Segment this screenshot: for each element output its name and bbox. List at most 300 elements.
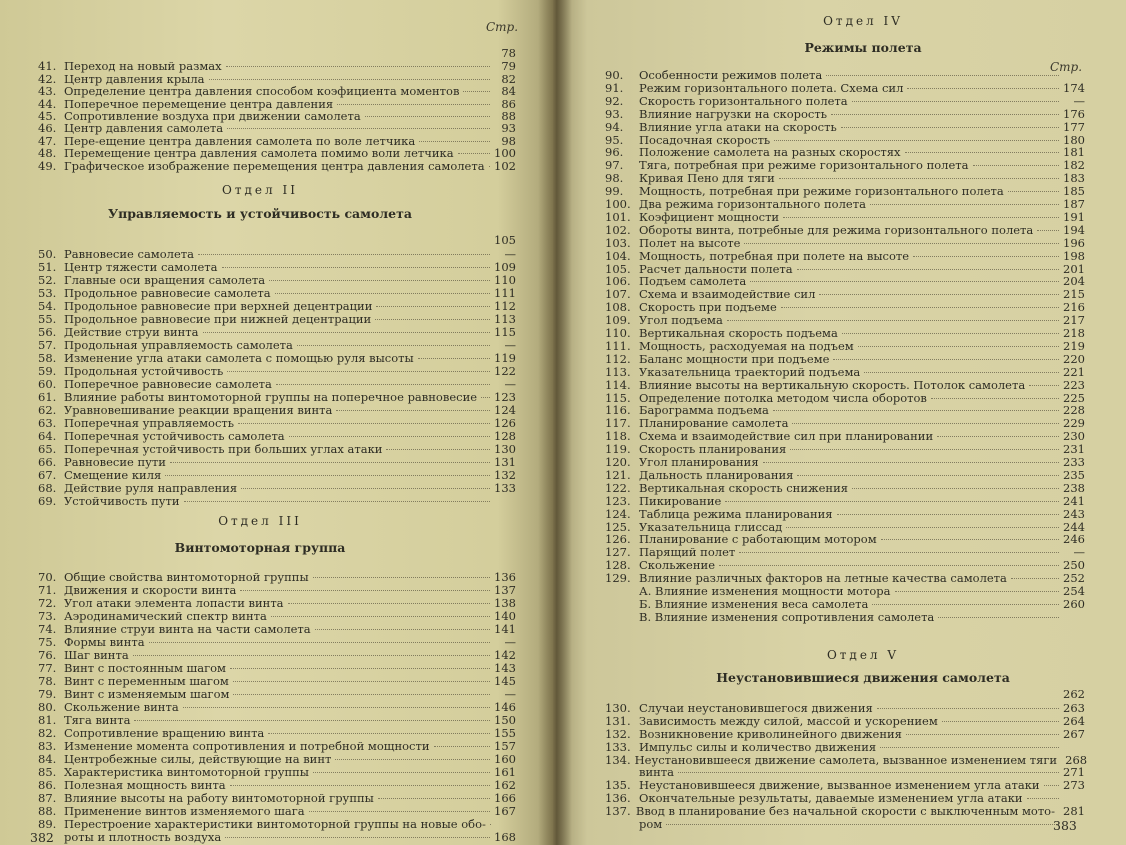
toc-entry-title: роты и плотность воздуха [64, 830, 222, 844]
section-label: Отдел III [218, 514, 302, 528]
toc-entry-number: 113. [605, 364, 631, 379]
toc-entry-title: винта [639, 765, 675, 780]
toc-entry-page: 110 [494, 273, 516, 287]
toc-entry-title: Таблица режима планирования [639, 506, 833, 521]
toc-entry-page: — [504, 687, 516, 701]
toc-entry-page: 263 [1063, 700, 1085, 715]
toc-entry-page: 109 [494, 260, 516, 274]
toc-entry [38, 490, 516, 508]
toc-entry-page: 155 [494, 726, 516, 740]
toc-entry-number: 77. [38, 661, 57, 675]
toc-entry-title: Баланс мощности при подъеме [639, 351, 830, 366]
leader-dots [184, 487, 490, 502]
toc-entry-title: Барограмма подъема [639, 403, 769, 418]
toc-entry-page: — [504, 635, 516, 649]
toc-entry-number: 82. [38, 726, 57, 740]
toc-entry-page: 221 [1063, 364, 1085, 379]
toc-entry-number: 110. [605, 326, 631, 340]
toc-entry-number: 41. [38, 59, 57, 74]
toc-entry-title: Окончательные результаты, даваемые изменением угла атаки [639, 791, 1023, 806]
toc-entry-title: Угол атаки элемента лопасти винта [64, 596, 284, 610]
toc-entry-number: 73. [38, 609, 57, 623]
toc-entry-number: 60. [38, 377, 57, 391]
toc-entry [605, 813, 1085, 831]
toc-entry-title: Схема и взаимодействие сил [639, 287, 816, 302]
toc-entry-page: 230 [1063, 429, 1085, 444]
toc-entry-page: 268 [1065, 752, 1088, 767]
toc-entry-title: Характеристика винтомоторной группы [64, 765, 309, 779]
toc-entry-number: 84. [38, 752, 57, 766]
toc-entry-number: 129. [605, 571, 631, 586]
leader-dots [309, 797, 490, 812]
toc-entry-number: 126. [605, 532, 631, 547]
toc-entry-title: Перестроение характеристики винтомоторной группы на новые обо- [64, 817, 486, 831]
toc-entry-title: Ввод в планирование без начальной скорости с выключенным мото- [635, 804, 1055, 819]
toc-entry-page: 78 [501, 46, 516, 60]
toc-entry-title: Случаи неустановившегося движения [639, 700, 873, 715]
toc-entry-page: 198 [1063, 248, 1085, 263]
toc-entry-number: 74. [38, 622, 57, 636]
toc-entry-number: 85. [38, 765, 57, 779]
toc-entry-title: Поперечное равновесие самолета [64, 377, 272, 391]
toc-entry-number: 44. [38, 96, 57, 111]
toc-entry-title: Особенности режимов полета [639, 68, 823, 82]
toc-entry-number: 51. [38, 260, 57, 274]
toc-entry-page: 167 [494, 804, 516, 818]
toc-entry-number: 134. [605, 752, 631, 767]
toc-entry-page: 100 [494, 146, 516, 161]
toc-entry-page: — [504, 377, 516, 391]
toc-entry-title: Посадочная скорость [639, 132, 771, 147]
leader-dots [666, 810, 1059, 825]
toc-entry-title: Продольное равновесие самолета [64, 286, 271, 300]
toc-entry-page: 218 [1063, 326, 1085, 340]
toc-entry-title: Указательница глиссад [639, 519, 783, 534]
leader-dots [880, 733, 1059, 748]
toc-entry-number: 61. [38, 390, 57, 404]
toc-entry-number: 94. [605, 119, 624, 134]
toc-entry-page: 181 [1063, 145, 1085, 160]
toc-entry-page: 254 [1063, 584, 1085, 598]
toc-entry [38, 373, 516, 391]
toc-entry-number: 95. [605, 132, 624, 147]
toc-entry-page: 196 [1063, 235, 1085, 250]
toc-entry-number: 125. [605, 519, 631, 534]
toc-entry-title: Подъем самолета [639, 274, 747, 289]
toc-entry [605, 774, 1085, 793]
toc-entry-number: 108. [605, 300, 631, 315]
leader-dots [643, 681, 1059, 695]
toc-entry-title: Влияние нагрузки на скорость [639, 106, 827, 121]
toc-entry-page: 191 [1063, 209, 1085, 224]
toc-entry-page: 168 [494, 830, 516, 844]
toc-entry-title: Зависимость между силой, массой и ускорением [639, 713, 938, 728]
toc-entry-number: 75. [38, 635, 57, 649]
toc-entry-number: 107. [605, 287, 631, 302]
toc-entry-number: 66. [38, 455, 57, 469]
section-label: Отдел V [826, 648, 900, 662]
toc-entry-number: 91. [605, 80, 624, 95]
toc-entry-number: 93. [605, 106, 624, 121]
toc-entry-number: 90. [605, 68, 624, 82]
toc-entry-number: 102. [605, 222, 631, 237]
toc-entry-number: 71. [38, 583, 57, 597]
toc-entry-title: А. Влияние изменения мощности мотора [639, 584, 891, 598]
leader-dots [209, 65, 490, 80]
toc-entry-number: 72. [38, 596, 57, 610]
toc-entry-title: Продольная управляемость самолета [64, 338, 293, 352]
toc-entry-number: 135. [605, 778, 631, 793]
toc-entry-title: Угол планирования [639, 455, 759, 469]
toc-entry-number: 68. [38, 481, 57, 495]
toc-entry-title: Центр тяжести самолета [64, 260, 218, 274]
toc-entry-title: Перемещение центра давления самолета помимо воли летчика [64, 146, 454, 161]
toc-entry-page: 137 [494, 583, 516, 597]
toc-entry-title: Планирование с работающим мотором [639, 532, 877, 547]
toc-entry-title: Тяга, потребная при режиме горизонтального полета [639, 158, 969, 173]
toc-entry-page: 150 [494, 713, 516, 727]
toc-entry-title: Дальность планирования [639, 467, 794, 482]
toc-entry-title: Скорость планирования [639, 442, 787, 457]
toc-entry-number: 70. [38, 570, 57, 584]
toc-entry-number: 58. [38, 351, 57, 365]
toc-entry-number: 124. [605, 506, 631, 521]
toc-entry-page: 243 [1063, 506, 1085, 521]
book-gutter [538, 0, 572, 845]
toc-entry-number: 76. [38, 648, 57, 662]
toc-entry-title: Шаг винта [64, 648, 129, 662]
toc-entry-title: Поперечная устойчивость самолета [64, 429, 285, 443]
toc-entry-title: Неустановившееся движение самолета, вызванное изменением тяги [634, 752, 1058, 767]
toc-entry-number: 100. [605, 197, 631, 211]
toc-entry-number: 105. [605, 261, 631, 276]
toc-entry-title: Переход на новый размах [64, 59, 222, 74]
left-page [0, 0, 553, 845]
toc-entry-title: Полезная мощность винта [64, 778, 226, 792]
page-column-header: Стр. [1050, 60, 1083, 74]
toc-entry-page: 88 [501, 109, 516, 123]
toc-entry-title: Планирование самолета [639, 416, 789, 431]
section-title: Управляемость и устойчивость самолета [108, 206, 412, 221]
toc-entry-number: 53. [38, 286, 57, 300]
toc-entry-title: Вертикальная скорость снижения [639, 480, 848, 495]
toc-entry-number: 57. [38, 338, 57, 352]
toc-entry-page: 130 [494, 442, 516, 456]
toc-entry-page: 143 [494, 661, 516, 675]
toc-entry-number: 137. [605, 804, 631, 819]
toc-entry-title: Сопротивление воздуха при движении самолета [64, 109, 361, 123]
toc-entry-page: 122 [494, 364, 516, 378]
toc-entry-title: Кривая Пено для тяги [639, 171, 775, 186]
toc-entry-number: 45. [38, 109, 57, 123]
toc-entry-number: 99. [605, 184, 624, 199]
toc-entry-page: 201 [1063, 261, 1085, 276]
toc-entry-page: 174 [1063, 80, 1085, 95]
toc-entry-number: 127. [605, 545, 631, 560]
toc-entry-page: 183 [1063, 171, 1085, 186]
toc-entry-number: 112. [605, 351, 631, 366]
toc-entry-page: 176 [1063, 106, 1085, 121]
toc-entry-title: Схема и взаимодействие сил при планировании [639, 429, 934, 444]
toc-entry-page: 215 [1063, 287, 1085, 302]
toc-entry-number: 80. [38, 700, 57, 714]
toc-entry-number: 78. [38, 674, 57, 688]
toc-entry-page: 86 [501, 96, 516, 111]
toc-entry-title: Общие свойства винтомоторной группы [64, 570, 309, 584]
toc-entry-title: Скольжение винта [64, 700, 179, 714]
toc-entry-title: Влияние угла атаки на скорость [639, 119, 837, 134]
toc-entry-title: Изменение угла атаки самолета с помощью руля высоты [64, 351, 414, 365]
toc-entry-page: 136 [494, 570, 516, 584]
toc-entry-number: 130. [605, 700, 631, 715]
toc-entry-number: 42. [38, 71, 57, 86]
toc-entry-page: 161 [494, 765, 516, 779]
toc-entry-title: Определение потолка методом числа оборотов [639, 390, 927, 405]
toc-entry-page: 260 [1063, 596, 1085, 611]
toc-entry-number: 98. [605, 171, 624, 186]
toc-entry-title: Обороты винта, потребные для режима горизонтального полета [639, 222, 1034, 237]
toc-entry-number: 65. [38, 442, 57, 456]
toc-entry-title: Парящий полет [639, 545, 736, 560]
toc-entry-page: 119 [494, 351, 516, 365]
leader-dots [1027, 784, 1059, 799]
toc-entry [605, 736, 1085, 754]
toc-entry-title: Скорость горизонтального полета [639, 93, 848, 108]
toc-entry-page: 216 [1063, 300, 1085, 315]
toc-entry-number: 114. [605, 377, 631, 392]
right-page [553, 0, 1126, 845]
toc-entry-title: В. Влияние изменения сопротивления самолета [639, 609, 935, 624]
toc-entry-title: Определение центра давления способом коэфициента моментов [64, 84, 460, 99]
toc-entry-title: Два режима горизонтального полета [639, 197, 866, 211]
toc-entry-title: Тяга винта [64, 713, 131, 727]
toc-entry-page: 281 [1063, 804, 1085, 819]
toc-entry-number: 106. [605, 274, 631, 289]
toc-entry-title: Продольное равновесие при нижней децентрации [64, 312, 372, 326]
toc-entry-title: Графическое изображение перемещения центра давления самолета [64, 158, 485, 173]
toc-entry-page: 162 [494, 778, 516, 792]
leader-dots [719, 551, 1059, 566]
toc-entry-number: 123. [605, 493, 631, 508]
page-column-header: Стр. [486, 20, 519, 34]
toc-entry-page: 84 [501, 84, 516, 99]
toc-entry-number: 104. [605, 248, 631, 263]
toc-entry-title: Поперечная устойчивость при больших углах атаки [64, 442, 383, 456]
toc-entry-number: 49. [38, 158, 57, 173]
toc-entry-page: 238 [1063, 480, 1085, 495]
toc-entry-page: 194 [1063, 222, 1085, 237]
toc-entry-number: 111. [605, 338, 631, 353]
toc-entry-page: 273 [1063, 778, 1085, 793]
toc-entry-page: 241 [1063, 493, 1085, 508]
toc-entry-title: Скольжение [639, 558, 715, 573]
toc-entry-page: 229 [1063, 416, 1085, 431]
toc-entry-title: Пере-ещение центра давления самолета по воле летчика [64, 133, 416, 148]
toc-entry-number: 43. [38, 84, 57, 99]
toc-entry-number: 120. [605, 455, 631, 469]
toc-entry-number: 63. [38, 416, 57, 430]
toc-entry-page: 79 [501, 59, 516, 74]
toc-entry-title: Движения и скорости винта [64, 583, 237, 597]
toc-entry-page: 124 [494, 403, 516, 417]
toc-entry-page: 82 [501, 71, 516, 86]
toc-entry-number: 92. [605, 93, 624, 108]
toc-entry-page: 141 [494, 622, 516, 636]
toc-entry-title: Применение винтов изменяемого шага [64, 804, 305, 818]
toc-entry-title: Б. Влияние изменения веса самолета [639, 596, 869, 611]
toc-entry-number: 131. [605, 713, 631, 728]
toc-entry-title: Центробежные силы, действующие на винт [64, 752, 332, 766]
toc-entry-page: 105 [494, 233, 516, 247]
toc-entry-page: 204 [1063, 274, 1085, 289]
toc-entry-page: 112 [494, 299, 516, 313]
toc-entry-title: ром [639, 817, 663, 831]
toc-entry-page: 93 [501, 121, 516, 136]
section-title: Винтомоторная группа [174, 540, 346, 555]
toc-entry-title: Поперечная управляемость [64, 416, 235, 430]
toc-entry-page: 138 [494, 596, 516, 610]
toc-entry [38, 800, 516, 818]
toc-entry-number: 46. [38, 121, 57, 136]
toc-entry-title: Формы винта [64, 635, 145, 649]
toc-entry-page: 123 [494, 390, 516, 404]
toc-entry-page: 235 [1063, 467, 1085, 482]
toc-entry-title: Угол подъема [639, 313, 723, 328]
toc-entry [605, 206, 1085, 224]
toc-entry-title: Влияние струи винта на части самолета [64, 622, 311, 636]
toc-entry-title: Изменение момента сопротивления и потребной мощности [64, 739, 430, 753]
toc-entry-page: 219 [1063, 338, 1085, 353]
toc-entry-title: Мощность, расходуемая на подъем [639, 338, 854, 353]
toc-entry-page: 142 [494, 648, 516, 662]
toc-entry-title: Винт с переменным шагом [64, 674, 229, 688]
section-title: Режимы полета [804, 40, 922, 55]
leader-dots [68, 227, 490, 241]
toc-entry-title: Возникновение криволинейного движения [639, 726, 902, 741]
leader-dots [783, 203, 1059, 218]
toc-entry-title: Коэфициент мощности [639, 209, 780, 224]
toc-entry-page: 187 [1063, 197, 1085, 211]
toc-entry-title: Смещение киля [64, 468, 162, 482]
toc-entry-title: Винт с изменяемым шагом [64, 687, 230, 701]
toc-entry-number: 116. [605, 403, 631, 418]
toc-entry-number: 54. [38, 299, 57, 313]
toc-entry-page: 271 [1063, 765, 1085, 780]
toc-entry-title: Действие руля направления [64, 481, 238, 495]
toc-entry-number: 96. [605, 145, 624, 160]
toc-entry-page: — [504, 247, 516, 261]
toc-entry-title: Сопротивление вращению винта [64, 726, 265, 740]
toc-entry-page: 220 [1063, 351, 1085, 366]
toc-entry-title: Мощность, потребная при режиме горизонтального полета [639, 184, 1004, 199]
toc-entry-title: Вертикальная скорость подъема [639, 326, 838, 340]
toc-entry-number: 62. [38, 403, 57, 417]
toc-entry-title: Поперечное перемещение центра давления [64, 96, 334, 111]
toc-entry-number: 128. [605, 558, 631, 573]
toc-entry-number: 81. [38, 713, 57, 727]
page-number: 383 [1053, 818, 1077, 833]
leader-dots [458, 139, 490, 154]
toc-entry-number: 89. [38, 817, 57, 831]
toc-entry-title: Центр давления крыла [64, 71, 205, 86]
toc-entry-number: 50. [38, 247, 57, 261]
toc-entry-title: Продольная устойчивость [64, 364, 224, 378]
toc-entry-page: 180 [1063, 132, 1085, 147]
toc-entry-title: Действие струи винта [64, 325, 199, 339]
toc-entry-title: Мощность, потребная при полете на высоте [639, 248, 910, 263]
toc-entry-page: 252 [1063, 571, 1085, 586]
toc-entry-number: 56. [38, 325, 57, 339]
toc-entry-title: Режим горизонтального полета. Схема сил [639, 80, 904, 95]
toc-entry [605, 787, 1085, 806]
toc-entry-number: 88. [38, 804, 57, 818]
toc-entry-page: 267 [1063, 726, 1085, 741]
toc-entry-page: 133 [494, 481, 516, 495]
toc-entry-title: Полет на высоте [639, 235, 741, 250]
toc-entry-title: Аэродинамический спектр винта [64, 609, 267, 623]
toc-entry-number: 52. [38, 273, 57, 287]
toc-entry-title: Устойчивость пути [64, 494, 180, 508]
leader-dots [225, 823, 490, 838]
toc-entry-page: 113 [494, 312, 516, 326]
page-number: 382 [30, 830, 54, 845]
toc-entry-page: 140 [494, 609, 516, 623]
toc-entry-page: 131 [494, 455, 516, 469]
toc-entry-title: Влияние различных факторов на летные качества самолета [639, 571, 1007, 586]
toc-entry-number: 121. [605, 467, 631, 482]
toc-entry-page: 217 [1063, 313, 1085, 328]
toc-entry-number: 122. [605, 480, 631, 495]
toc-entry-number: 69. [38, 494, 57, 508]
toc-entry-page: 223 [1063, 377, 1085, 392]
toc-entry-number: 115. [605, 390, 631, 405]
toc-entry-page: 262 [1063, 687, 1085, 701]
toc-entry-title: Расчет дальности полета [639, 261, 793, 276]
toc-entry-title: Равновесие пути [64, 455, 166, 469]
toc-entry-page: 128 [494, 429, 516, 443]
toc-entry-number: 83. [38, 739, 57, 753]
toc-entry-number: 86. [38, 778, 57, 792]
toc-entry-title: Пикирование [639, 493, 722, 508]
toc-entry-title: Уравновешивание реакции вращения винта [64, 403, 333, 417]
toc-entry-title: Импульс силы и количество движения [639, 739, 877, 754]
toc-entry-page: 177 [1063, 119, 1085, 134]
toc-entry-number: 118. [605, 429, 631, 444]
toc-entry-page: 228 [1063, 403, 1085, 418]
toc-entry-number: 97. [605, 158, 624, 173]
toc-entry-number: 117. [605, 416, 631, 431]
toc-entry-page: 98 [501, 133, 516, 148]
toc-entry-page: 244 [1063, 519, 1085, 534]
leader-dots [489, 152, 490, 167]
toc-entry-title: Указательница траекторий подъема [639, 364, 861, 379]
toc-entry [38, 155, 516, 173]
toc-entry-page: 264 [1063, 713, 1085, 728]
toc-entry-page: 231 [1063, 442, 1085, 457]
toc-entry-title: Влияние высоты на вертикальную скорость. Потолок самолета [639, 377, 1026, 392]
section-title: Неустановившиеся движения самолета [716, 670, 1010, 685]
toc-entry-number: 55. [38, 312, 57, 326]
toc-entry-page: 126 [494, 416, 516, 430]
toc-entry-page: — [504, 338, 516, 352]
toc-entry [605, 361, 1085, 379]
toc-entry-page: 246 [1063, 532, 1085, 547]
toc-entry-number: 133. [605, 739, 631, 754]
toc-entry-title: Продольное равновесие при верхней децентрации [64, 299, 373, 313]
toc-entry-number: 101. [605, 209, 631, 224]
toc-entry-title: Влияние работы винтомоторной группы на поперечное равновесие [64, 390, 478, 404]
toc-entry [605, 606, 1085, 624]
